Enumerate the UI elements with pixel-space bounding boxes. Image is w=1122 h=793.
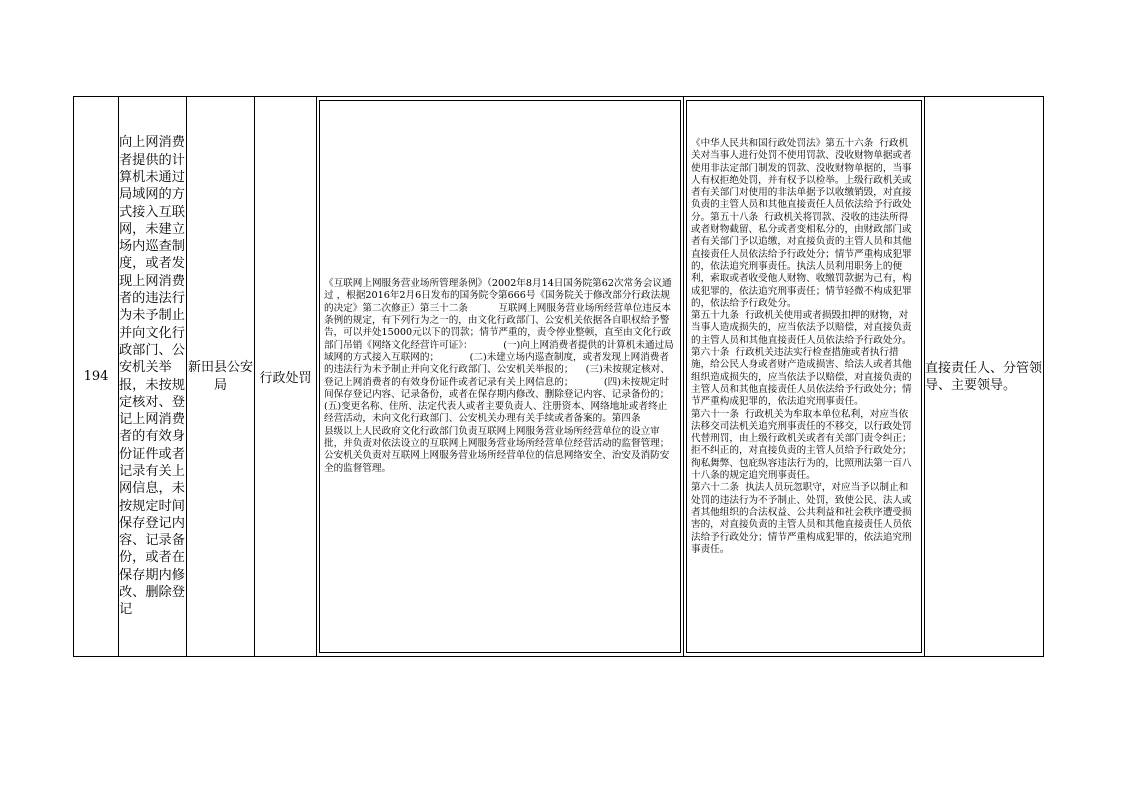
responsible-persons: 直接责任人、分管领导、主要领导。 <box>925 97 1044 657</box>
legal-basis-box <box>319 100 681 653</box>
penalty-type: 行政处罚 <box>255 97 317 657</box>
legal-basis-cell <box>317 97 684 657</box>
violation-item: 向上网消费者提供的计算机未通过局域网的方式接入互联网，未建立场内巡查制度，或者发现上网消费者的违法行为未予制止并向文化行政部门、公安机关举报，未按规定核对、登记上网消费者的有效身份证件或者记录有关上网信息，未按规定时间保存登记内容、记录备份，或者在保存期内修改、删除登记 <box>119 97 187 657</box>
liability-text: 《中华人民共和国行政处罚法》第五十六条 行政机关对当事人进行处罚不使用罚款、没收财物单据或者使用非法定部门制发的罚款、没收财物单据的，当事人有权拒绝处罚，并有权予以检举。上级行政机关或者有关部门对使用的非法单据予以收缴销毁，对直接负责的主管人员和其他直接责任人员依法给予行政处分。第五十八条 行政机关将罚款、没收的违法所得或者财物截留、私分或者变相私分的，由财政部门或者有关部门予以追缴，对直接负责的主管人员和其他直接责任人员依法给予行政处分；情节严重构成犯罪的，依法追究刑事责任。执法人员利用职务上的便利，索取或者收受他人财物、收缴罚款据为己有，构成犯罪的，依法追究刑事责任；情节轻微不构成犯罪的，依法给予行政处分。 第五十九条 行政机关使用或者损毁扣押的财物，对当事人造成损失的，应当依法予以赔偿，对直接负责的主管人员和其他直接责任人员依法给予行政处分。 第六十条 行政机关违法实行检查措施或者执行措施，给公民人身或者财产造成损害、给法人或者其他组织造成损失的，应当依法予以赔偿，对直接负责的主管人员和其他直接责任人员依法给予行政处分；情节严重构成犯罪的，依法追究刑事责任。 第六十一条 行政机关为牟取本单位私利，对应当依法移交司法机关追究刑事责任的不移交，以行政处罚代替刑罚，由上级行政机关或者有关部门责令纠正；拒不纠正的，对直接负责的主管人员给予行政处分；徇私舞弊、包庇纵容违法行为的，比照刑法第一百八十八条的规定追究刑事责任。 第六十二条 执法人员玩忽职守，对应当予以制止和处罚的违法行为不予制止、处罚，致使公民、法人或者其他组织的合法权益、公共利益和社会秩序遭受损害的，对直接负责的主管人员和其他直接责任人员依法给予行政处分；情节严重构成犯罪的，依法追究刑事责任。 <box>691 138 912 555</box>
row-number: 194 <box>74 97 119 657</box>
legal-basis-text: 《互联网上网服务营业场所管理条例》（2002年8月14日国务院第62次常务会议通过 ，根据2016年2月6日发布的国务院令第666号《国务院关于修改部分行政法规的决定》第二次修正）第三十二条 互联网上网服务营业场所经营单位违反本条例的规定，有下列行为之一的，由文化行政部门、公安机关依据各自职权给予警告，可以并处15000元以下的罚款；情节严重的，责令停业整顿，直至由文化行政部门吊销《网络文化经营许可证》： (一)向上网消费者提供的计算机未通过局域网的方式接入互联网的； (二)未建立场内巡查制度，或者发现上网消费者的违法行为未予制止并向文化行政部门、公安机关举报的； (三)未按规定核对、登记上网消费者的有效身份证件或者记录有关上网信息的； (四)未按规定时间保存登记内容、记录备份，或者在保存期内修改、删除登记内容、记录备份的； (五)变更名称、住所、法定代表人或者主要负责人、注册资本、网络地址或者终止经营活动，未向文化行政部门、公安机关办理有关手续或者备案的。第四条 县级以上人民政府文化行政部门负责互联网上网服务营业场所经营单位的设立审批，并负责对依法设立的互联网上网服务营业场所经营单位经营活动的监督管理；公安机关负责对互联网上网服务营业场所经营单位的信息网络安全、治安及消防安全的监督管理。 <box>324 278 674 474</box>
liability-cell <box>684 97 925 657</box>
department: 新田县公安局 <box>187 97 255 657</box>
penalty-table <box>73 96 1044 657</box>
table-row <box>74 97 1044 657</box>
liability-box <box>686 100 922 653</box>
